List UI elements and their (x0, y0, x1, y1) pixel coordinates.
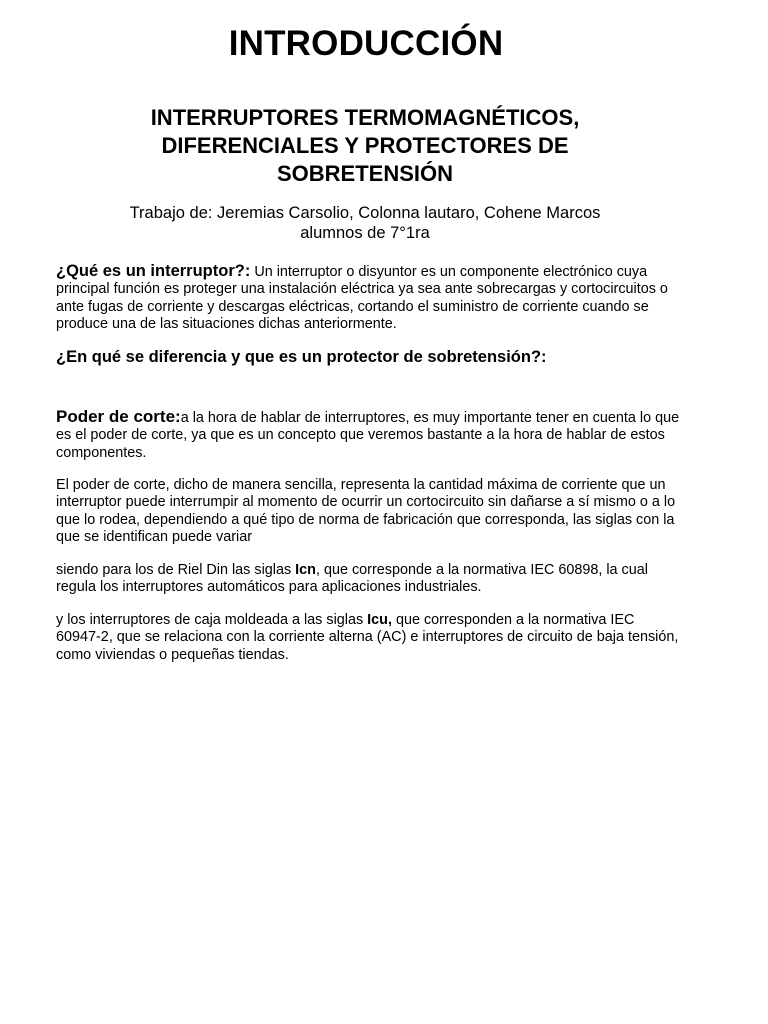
icu-text-after: que corresponden a la normativa IEC 60947-2, que se relaciona con la corriente alterna (AC) e interruptores de circuito de baja tensión, como viviendas o pequeñas tiendas. (56, 612, 679, 663)
icu-acronym: Icu, (367, 612, 392, 628)
question-interruptor-heading: ¿Qué es un interruptor?: (56, 262, 251, 280)
document-subtitle: INTERRUPTORES TERMOMAGNÉTICOS, DIFERENCIALES Y PROTECTORES DE SOBRETENSIÓN (150, 105, 580, 186)
poder-de-corte-heading: Poder de corte: (56, 407, 181, 426)
authors-block (60, 203, 670, 243)
icn-acronym: Icn (295, 562, 316, 578)
question-interruptor-text: Un interruptor o disyuntor es un componente electrónico cuya principal función es proteger una instalación eléctrica ya sea ante sobrecargas y cortocircuitos o ante fugas de corriente y descargas eléctricas, cortando el suministro de corriente cuando se produce una de las situaciones dichas anteriormente. (56, 264, 668, 332)
class-line: alumnos de 7°1ra (300, 224, 430, 242)
icn-text-before: siendo para los de Riel Din las siglas (56, 562, 296, 578)
authors-line: Trabajo de: Jeremias Carsolio, Colonna lautaro, Cohene Marcos (129, 204, 601, 222)
poder-de-corte-definition: El poder de corte, dicho de manera sencilla, representa la cantidad máxima de corriente que un interruptor puede interrumpir al momento de ocurrir un cortocircuito sin dañarse a sí mismo o a lo que lo rodea, dependiendo a qué tipo de norma de fabricación que corresponda, las siglas con la que se identifican puede variar (56, 477, 676, 545)
poder-de-corte-text: a la hora de hablar de interruptores, es muy importante tener en cuenta lo que es el poder de corte, ya que es un concepto que veremos bastante a la hora de hablar de estos componentes. (56, 410, 680, 461)
icn-paragraph (56, 562, 682, 597)
icu-paragraph (56, 612, 682, 664)
question-protector-heading: ¿En qué se diferencia y que es un protector de sobretensión?: (56, 348, 547, 366)
question-interruptor-paragraph (56, 263, 682, 333)
page-title: INTRODUCCIÓN (228, 24, 504, 63)
icu-text-before: y los interruptores de caja moldeada a las siglas (56, 612, 368, 628)
icn-text-after: , que corresponde a la normativa IEC 60898, la cual regula los interruptores automáticos para aplicaciones industriales. (56, 562, 648, 596)
poder-de-corte-paragraph (56, 408, 682, 462)
